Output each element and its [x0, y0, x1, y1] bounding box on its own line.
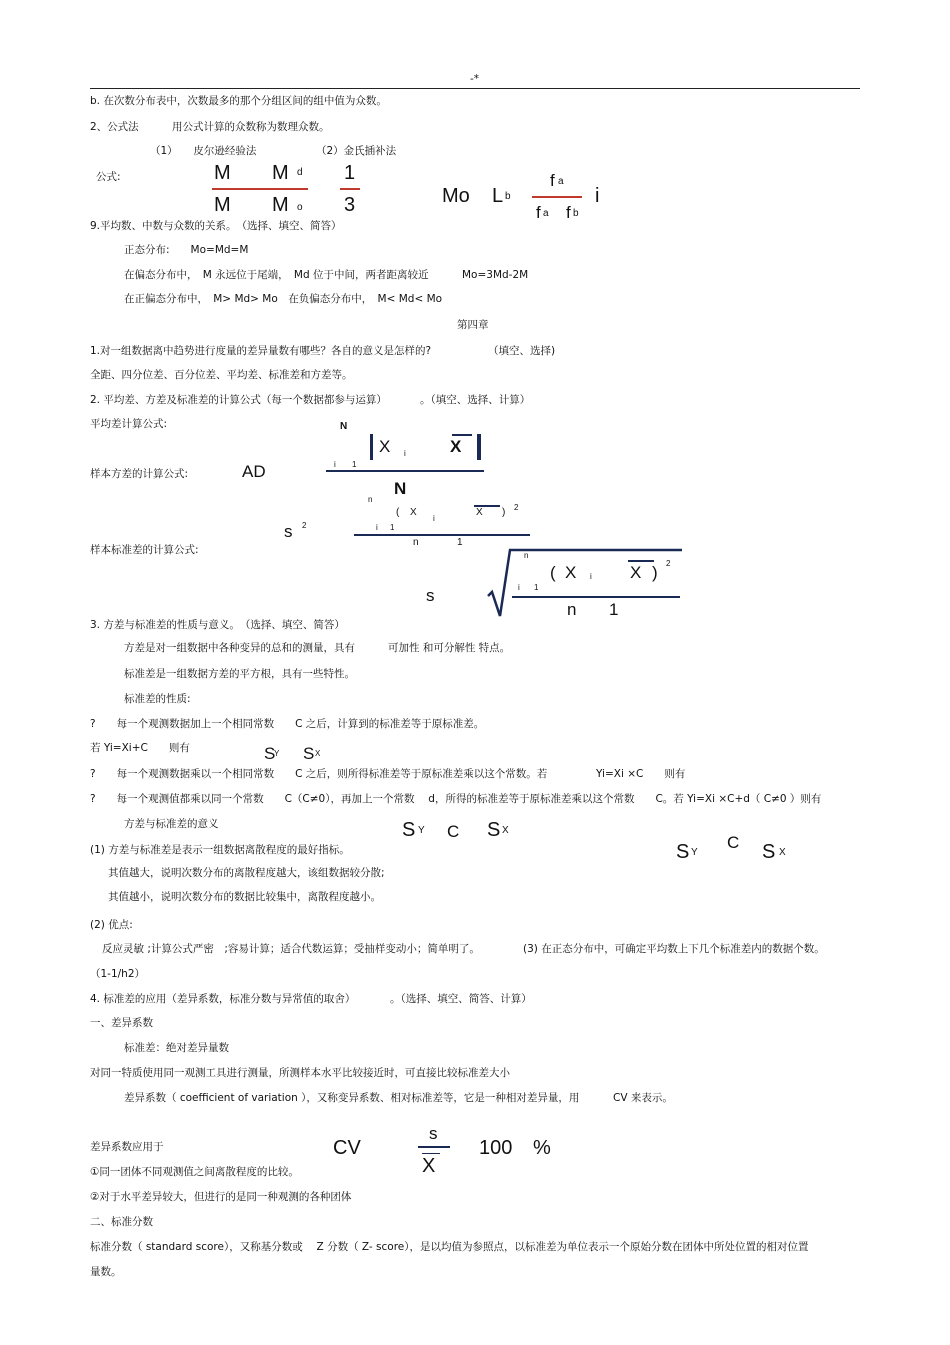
header-rule	[90, 88, 860, 89]
pearson-fraction-bar-2	[340, 188, 360, 190]
cv-use-2: ②对于水平差异较大，但进行的是同一种观测的各种团体	[90, 1191, 352, 1203]
king-Mo: Mo	[442, 185, 470, 207]
p3-C: C	[727, 833, 740, 852]
cv-use-1: ①同一团体不同观测值之间离散程度的比较。	[90, 1166, 299, 1178]
chapter4: 第四章	[457, 319, 489, 331]
var-i-bot: i	[376, 523, 378, 532]
cv-use: 差异系数应用于	[90, 1141, 164, 1153]
q2-tag: 。（填空、选择、计算）	[420, 394, 531, 406]
var-rp: )	[502, 507, 506, 518]
sd-props: 标准差的性质:	[124, 693, 191, 705]
sd-n: n	[567, 600, 577, 619]
p3-SY: S	[676, 841, 690, 863]
pearson-d: d	[297, 167, 303, 178]
q3: 3. 方差与标准差的性质与意义。 （选择、填空、简答）	[90, 619, 345, 631]
skew-formula: Mo=3Md-2M	[462, 269, 529, 281]
p3-X: X	[779, 847, 786, 858]
var-minus1: 1	[457, 537, 463, 548]
king-i: i	[595, 185, 600, 207]
ad-abs-left	[370, 434, 373, 460]
pearson-o: o	[297, 202, 303, 213]
king-b: b	[505, 191, 511, 202]
p2-Y: Y	[418, 825, 425, 836]
prop-1: ? 每一个观测数据加上一个相同常数 C 之后，计算到的标准差等于原标准差。	[90, 718, 485, 730]
p2-X: X	[502, 825, 509, 836]
z-def-2: 量数。	[90, 1266, 122, 1278]
pearson-M1: M	[214, 162, 231, 184]
sd-X: X	[565, 563, 577, 582]
king-fa2: f	[536, 203, 541, 222]
king-L: L	[492, 185, 504, 207]
header-mark: -*	[470, 73, 480, 85]
ad-AD: AD	[242, 462, 266, 481]
sd-Xbar: X	[630, 563, 642, 582]
sd-sq: 2	[666, 559, 671, 568]
meaning-1: (1) 方差与标准差是表示一组数据离散程度的最好指标。	[90, 844, 350, 856]
sd-label: 样本标准差的计算公式:	[90, 544, 199, 556]
formula-label: 公式:	[96, 171, 121, 183]
prop-3: ? 每一个观测值都乘以同一个常数 C（C≠0），再加上一个常数 d，所得的标准差等于原标准差乘以这个常数 C。若 Yi=Xi ×C+d（ C≠0 ）则有	[90, 793, 822, 805]
line-b-mode: b. 在次数分布表中，次数最多的那个分组区间的组中值为众数。	[90, 95, 387, 107]
cv-def-b: CV 来表示。	[613, 1092, 673, 1104]
ad-Xbar: X	[450, 437, 462, 456]
p1-SX: S	[303, 744, 315, 763]
sd-fraction-bar	[512, 596, 680, 598]
king-b2: b	[573, 208, 579, 219]
cv-fraction-bar	[418, 1146, 450, 1148]
prop-1-if: 若 Yi=Xi+C 则有	[90, 742, 190, 754]
king-title: （2）金氏插补法	[316, 145, 397, 157]
king-fa: f	[550, 171, 555, 190]
var-Xbar: X	[476, 507, 483, 518]
sd-desc: 标准差是一组数据方差的平方根，具有一些特性。	[124, 668, 355, 680]
sd-s: s	[426, 586, 435, 605]
meaning-2: (2) 优点:	[90, 919, 133, 931]
ad-one-bot: 1	[352, 460, 357, 469]
pearson-M4: M	[272, 194, 289, 216]
formula-method-desc: 用公式计算的众数称为数理众数。	[172, 121, 330, 133]
p1-X: X	[315, 749, 321, 758]
p2-C: C	[447, 822, 460, 841]
pearson-M2: M	[272, 162, 289, 184]
king-fraction-bar	[532, 196, 582, 198]
var-s: s	[284, 522, 293, 541]
king-a: a	[558, 176, 564, 187]
cv-abs: 标准差：绝对差异量数	[124, 1042, 229, 1054]
var-desc-a: 方差是对一组数据中各种变异的总和的测量，具有	[124, 642, 355, 654]
var-lp: (	[396, 507, 400, 518]
var-sq: 2	[302, 521, 307, 530]
sd-lp: (	[550, 563, 556, 582]
var-n: n	[413, 537, 419, 548]
sd-rp: )	[652, 563, 658, 582]
ad-fraction-bar	[326, 470, 484, 472]
meaning-3: (3) 在正态分布中，可确定平均数上下几个标准差内的数据个数。	[523, 943, 825, 955]
sd-minus1: 1	[609, 600, 619, 619]
pos-skew: 在正偏态分布中， M> Md> Mo 在负偏态分布中， M< Md< Mo	[124, 293, 443, 305]
pearson-three: 3	[344, 194, 356, 216]
normal: 正态分布: Mo=Md=M	[124, 244, 249, 256]
q1: 1.对一组数据离中趋势进行度量的差异量数有哪些？各自的意义是怎样的?	[90, 345, 432, 357]
cv-title: 一、差异系数	[90, 1017, 153, 1029]
sd-n-top: n	[524, 551, 529, 560]
king-fb: f	[566, 203, 571, 222]
p3-SX: S	[762, 841, 776, 863]
sd-i-bot: i	[518, 583, 520, 592]
p3-Y: Y	[691, 847, 698, 858]
ad-i-bot: i	[334, 460, 336, 469]
meaning-1a: 其值越大，说明次数分布的离散程度越大，该组数据较分散;	[108, 867, 385, 879]
formula-method: 2、公式法	[90, 121, 139, 133]
ad-i: i	[404, 449, 406, 458]
sd-xbar-bar	[628, 560, 654, 562]
meaning-3b: （1-1/h2）	[90, 968, 146, 980]
ad-xbar-bar	[452, 434, 472, 436]
pearson-fraction-bar	[212, 188, 308, 190]
ad-N-top: N	[340, 421, 348, 432]
var-one-bot: 1	[390, 523, 395, 532]
var-X: X	[410, 507, 417, 518]
q9: 9.平均数、中数与众数的关系。 （选择、填空、简答）	[90, 220, 342, 232]
king-a2: a	[543, 208, 549, 219]
meaning-1b: 其值越小，说明次数分布的数据比较集中，离散程度越小。	[108, 891, 381, 903]
var-sq2: 2	[514, 503, 519, 512]
skew-desc: 在偏态分布中， M 永远位于尾端， Md 位于中间，两者距离较近	[124, 269, 429, 281]
var-label: 样本方差的计算公式:	[90, 468, 189, 480]
q2: 2. 平均差、方差及标准差的计算公式（每一个数据都参与运算）	[90, 394, 387, 406]
var-fraction-bar	[354, 534, 530, 536]
prop-2: ? 每一个观测数据乘以一个相同常数 C 之后，则所得标准差等于原标准差乘以这个常数。若	[90, 768, 548, 780]
p2-SX: S	[487, 819, 501, 841]
cv-xbar-bar	[422, 1153, 440, 1154]
sd-one-bot: 1	[534, 583, 539, 592]
p2-SY: S	[402, 819, 416, 841]
cv-hundred: 100	[479, 1137, 513, 1159]
ad-label: 平均差计算公式:	[90, 418, 168, 430]
sqrt-radical	[486, 546, 686, 620]
var-desc-b: 可加性 和可分解性 特点。	[388, 642, 511, 654]
ad-abs-right	[477, 434, 481, 460]
p1-SY: S	[264, 744, 276, 763]
cv-same: 对同一特质使用同一观测工具进行测量，所测样本水平比较接近时，可直接比较标准差大小	[90, 1067, 510, 1079]
cv-s: s	[429, 1124, 438, 1143]
pearson-one: 1	[344, 162, 356, 184]
cv-pct: %	[533, 1137, 551, 1159]
z-title: 二、标准分数	[90, 1216, 153, 1228]
meaning: 方差与标准差的意义	[124, 818, 219, 830]
q1-tag: （填空、选择)	[488, 345, 556, 357]
z-def: 标准分数（ standard score），又称基分数或 Z 分数（ Z- score），是以均值为参照点，以标准差为单位表示一个原始分数在团体中所处位置的相对位置	[90, 1241, 809, 1253]
ad-N-bot: N	[394, 479, 407, 498]
pearson-M3: M	[214, 194, 231, 216]
pearson-title: （1） 皮尔逊经验法	[150, 145, 257, 157]
ad-X: X	[379, 437, 391, 456]
p1-Y: Y	[274, 749, 280, 758]
var-n-top: n	[368, 495, 373, 504]
cv-X: X	[422, 1155, 436, 1177]
q1-ans: 全距、四分位差、百分位差、平均差、标准差和方差等。	[90, 369, 353, 381]
sd-i: i	[590, 572, 592, 581]
q4: 4. 标准差的应用（差异系数，标准分数与异常值的取舍）	[90, 993, 356, 1005]
cv-CV: CV	[333, 1137, 361, 1159]
prop-2-b: Yi=Xi ×C 则有	[596, 768, 686, 780]
q4-tag: 。（选择、填空、简答、计算）	[390, 993, 532, 1005]
meaning-2a: 反应灵敏 ;计算公式严密 ;容易计算；适合代数运算；受抽样变动小；简单明了。	[102, 943, 480, 955]
cv-def: 差异系数（ coefficient of variation ），又称变异系数、相对标准差等，它是一种相对差异量，用	[124, 1092, 580, 1104]
var-i: i	[433, 514, 435, 523]
